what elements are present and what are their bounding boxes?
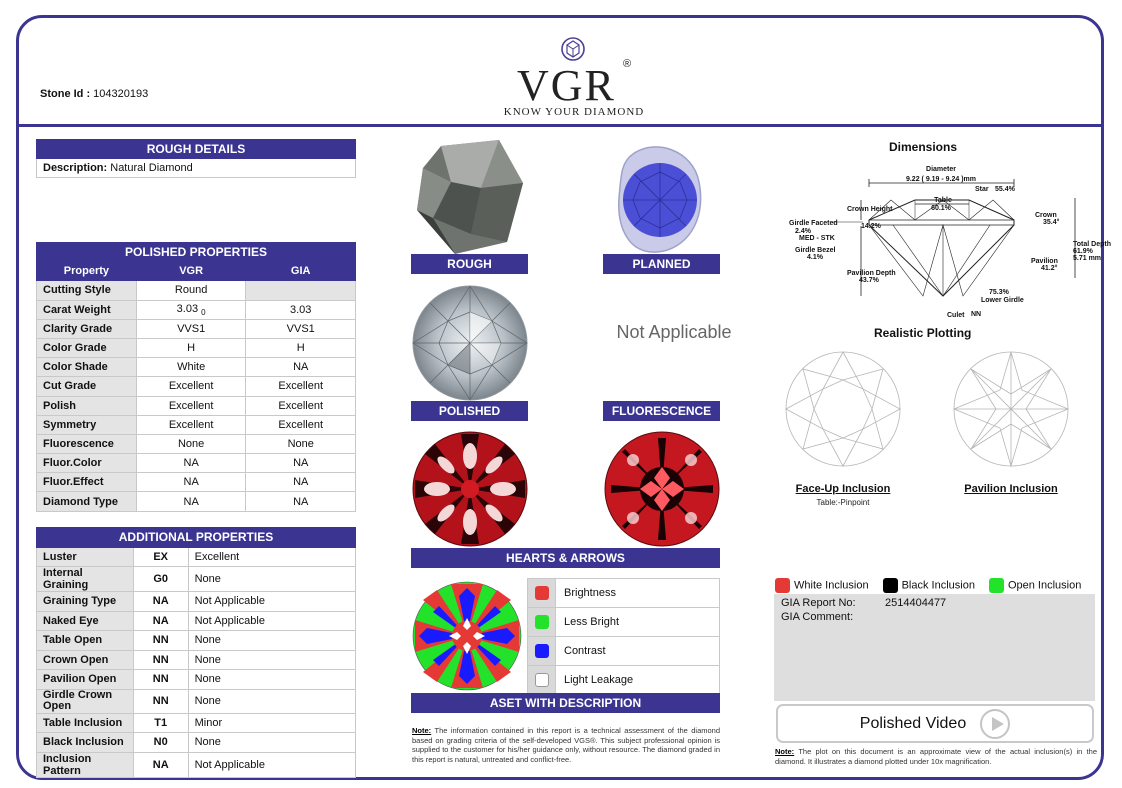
row-code: NN [133, 670, 188, 690]
dimensions-title: Dimensions [889, 140, 958, 154]
total-depth-value: 61.9% [1073, 248, 1093, 255]
planned-label: PLANNED [603, 254, 720, 274]
gia-value: None [246, 434, 356, 453]
polished-label: POLISHED [411, 401, 528, 421]
black-inclusion-swatch [883, 578, 898, 593]
brightness-swatch [535, 586, 549, 600]
table-row [37, 733, 356, 753]
girdle-bezel-label: Girdle Bezel [795, 247, 836, 254]
culet-label: Culet [947, 312, 965, 319]
row-value: Excellent [188, 547, 355, 567]
realistic-plotting-title: Realistic Plotting [874, 326, 972, 340]
row-label: Cutting Style [37, 281, 137, 300]
rough-description-value: Natural Diamond [110, 162, 193, 175]
vgr-value: H [136, 338, 246, 357]
girdle-faceted-label: Girdle Faceted [789, 220, 838, 227]
row-label: Internal Graining [37, 567, 134, 592]
legend-label: Open Inclusion [1007, 579, 1082, 592]
row-value: Minor [188, 713, 355, 733]
legend-item [883, 578, 975, 593]
girdle-bezel-value: 4.1% [807, 254, 823, 261]
rough-label: ROUGH [411, 254, 528, 274]
table-row [37, 689, 356, 713]
crown-height-label: Crown Height [847, 206, 893, 213]
row-value: None [188, 689, 355, 713]
pavilion-plot [952, 350, 1070, 468]
row-value: None [188, 733, 355, 753]
vgr-value: None [136, 434, 246, 453]
row-label: Crown Open [37, 650, 134, 670]
row-code: G0 [133, 567, 188, 592]
gia-value [246, 281, 356, 300]
col-header-vgr: VGR [136, 262, 246, 281]
gia-value: VVS1 [246, 319, 356, 338]
gia-report-row [781, 596, 1088, 610]
face-up-plot [784, 350, 902, 468]
row-label: Table Inclusion [37, 713, 134, 733]
table-row [37, 281, 356, 300]
diamond-logo-icon [560, 36, 586, 62]
legend-label: Less Bright [556, 608, 720, 637]
row-value: Not Applicable [188, 611, 355, 631]
logo-text: VGR [517, 61, 616, 110]
crown-label: Crown [1035, 212, 1057, 219]
gia-info-box [774, 594, 1095, 701]
logo-tagline: KNOW YOUR DIAMOND [503, 106, 645, 118]
table-row [37, 650, 356, 670]
col-header-gia: GIA [246, 262, 356, 281]
legend-item [528, 608, 720, 637]
row-label: Girdle Crown Open [37, 689, 134, 713]
row-code: T1 [133, 713, 188, 733]
stone-id [40, 88, 148, 100]
gia-report-value: 2514404477 [885, 597, 947, 609]
legend-item [528, 579, 720, 608]
legend-label: Brightness [556, 579, 720, 608]
row-code: NN [133, 631, 188, 651]
table-row [37, 377, 356, 396]
right-note [775, 747, 1097, 766]
table-row [37, 547, 356, 567]
row-code: NN [133, 689, 188, 713]
additional-properties-table [36, 527, 356, 778]
lower-girdle-label: Lower Girdle [981, 297, 1024, 304]
gia-value: NA [246, 492, 356, 511]
vgr-value: Excellent [136, 415, 246, 434]
legend-label: Light Leakage [556, 666, 720, 695]
crown-height-value: 14.2% [861, 223, 881, 230]
row-label: Fluor.Effect [37, 473, 137, 492]
row-value: Not Applicable [188, 592, 355, 612]
less-bright-swatch [535, 615, 549, 629]
gia-value: Excellent [246, 415, 356, 434]
table-row [37, 631, 356, 651]
vgr-value: Excellent [136, 377, 246, 396]
vgr-value [136, 300, 246, 319]
pavilion-label: Pavilion [1031, 258, 1058, 265]
row-code: NN [133, 650, 188, 670]
table-row [37, 415, 356, 434]
star-label: Star [975, 186, 989, 193]
polished-diamond-image [411, 284, 529, 402]
table-value: 60.1% [931, 205, 951, 212]
row-code: NA [133, 592, 188, 612]
planned-diamond-image [615, 142, 705, 254]
pavilion-value: 41.2° [1041, 265, 1058, 272]
row-label: Symmetry [37, 415, 137, 434]
vgr-value: Excellent [136, 396, 246, 415]
girdle-faceted-value: 2.4% [795, 228, 811, 235]
gia-value: Excellent [246, 377, 356, 396]
right-note-text: The plot on this document is an approximate view of the actual inclusion(s) in the diamond. It illustrates a diamond plotted under 10x magnification. [775, 747, 1097, 766]
row-label: Table Open [37, 631, 134, 651]
legend-item [775, 578, 869, 593]
table-row [37, 396, 356, 415]
row-label: Naked Eye [37, 611, 134, 631]
carat-value: 3.03 [176, 302, 199, 315]
row-code: N0 [133, 733, 188, 753]
row-label: Fluorescence [37, 434, 137, 453]
table-row [37, 611, 356, 631]
row-value: None [188, 650, 355, 670]
crown-value: 35.4° [1043, 219, 1060, 226]
rough-details-title: ROUGH DETAILS [37, 140, 356, 159]
col-header-property: Property [37, 262, 137, 281]
arrows-image [603, 430, 721, 548]
right-note-label: Note: [775, 747, 795, 756]
report-frame [16, 15, 1111, 780]
row-label: Clarity Grade [37, 319, 137, 338]
pavilion-inclusion-label: Pavilion Inclusion [964, 483, 1058, 495]
gia-value: NA [246, 454, 356, 473]
fluorescence-label: FLUORESCENCE [603, 401, 720, 421]
total-depth-label: Total Depth [1073, 241, 1111, 248]
table-row [37, 454, 356, 473]
rough-description [37, 159, 356, 178]
left-note-label: Note: [412, 726, 432, 735]
dimensions-diagram [773, 156, 1111, 319]
fluorescence-not-applicable: Not Applicable [616, 322, 732, 342]
diameter-value: 9.22 ( 9.19 - 9.24 )mm [905, 176, 977, 183]
aset-image [411, 578, 523, 694]
vgr-logo [499, 34, 649, 122]
light-leakage-swatch [535, 673, 549, 687]
vgr-value: NA [136, 454, 246, 473]
rough-details-table [36, 139, 356, 178]
left-note-text: The information contained in this report is a technical assessment of the diamond based on grading criteria of the self-developed VGS®. This subject professional opinion is supplied to the customer for his/her guidance only, without resource. The diamond graded in this report is natural, untreated and conflict-free. [412, 726, 721, 764]
vgr-value: NA [136, 492, 246, 511]
table-row [37, 338, 356, 357]
row-code: NA [133, 611, 188, 631]
face-up-inclusion-label: Face-Up Inclusion [795, 483, 891, 495]
legend-label: Contrast [556, 637, 720, 666]
row-label: Color Shade [37, 358, 137, 377]
legend-item [528, 637, 720, 666]
hearts-arrows-label: HEARTS & ARROWS [411, 548, 720, 568]
diameter-label: Diameter [926, 166, 956, 173]
row-label: Carat Weight [37, 300, 137, 319]
hearts-image [411, 430, 529, 548]
header-divider [19, 124, 1101, 127]
white-inclusion-swatch [775, 578, 790, 593]
row-label: Graining Type [37, 592, 134, 612]
face-up-inclusion-sub: Table:-Pinpoint [816, 498, 870, 507]
row-code: EX [133, 547, 188, 567]
legend-label: Black Inclusion [901, 579, 975, 592]
vgr-value: NA [136, 473, 246, 492]
row-label: Fluor.Color [37, 454, 137, 473]
polished-video-label: Polished Video [859, 714, 967, 732]
table-row [37, 358, 356, 377]
star-value: 55.4% [995, 186, 1015, 193]
row-label: Diamond Type [37, 492, 137, 511]
polished-properties-table [36, 242, 356, 512]
legend-item [528, 666, 720, 695]
row-label: Color Grade [37, 338, 137, 357]
rough-description-label: Description: [43, 162, 108, 175]
row-label: Inclusion Pattern [37, 752, 134, 777]
table-row [37, 492, 356, 511]
stone-id-value: 104320193 [93, 88, 149, 100]
gia-report-label: GIA Report No: [781, 597, 856, 609]
row-code: NA [133, 752, 188, 777]
legend-item [989, 578, 1081, 593]
row-value: None [188, 631, 355, 651]
row-label: Pavilion Open [37, 670, 134, 690]
gia-comment-label: GIA Comment: [781, 611, 854, 623]
open-inclusion-swatch [989, 578, 1004, 593]
gia-value: NA [246, 473, 356, 492]
play-icon [980, 709, 1010, 739]
girdle-grade: MED - STK [799, 235, 835, 242]
row-value: Not Applicable [188, 752, 355, 777]
rough-diamond-image [411, 138, 529, 256]
stone-id-label: Stone Id : [40, 88, 91, 100]
vgr-value: White [136, 358, 246, 377]
aset-label: ASET WITH DESCRIPTION [411, 693, 720, 713]
row-label: Luster [37, 547, 134, 567]
pavilion-depth-value: 43.7% [859, 277, 879, 284]
row-value: None [188, 567, 355, 592]
gia-value: H [246, 338, 356, 357]
left-note [412, 726, 720, 764]
carat-subscript: 0 [201, 307, 206, 317]
gia-value: Excellent [246, 396, 356, 415]
logo-registered: ® [623, 58, 632, 70]
table-row [37, 300, 356, 319]
aset-legend [527, 578, 720, 695]
culet-value: NN [971, 311, 982, 318]
vgr-value: Round [136, 281, 246, 300]
contrast-swatch [535, 644, 549, 658]
total-depth-mm: 5.71 mm [1073, 255, 1102, 262]
pavilion-depth-label: Pavilion Depth [847, 270, 896, 277]
gia-value: 3.03 [246, 300, 356, 319]
gia-value: NA [246, 358, 356, 377]
polished-video-button[interactable] [776, 704, 1094, 743]
table-row [37, 473, 356, 492]
additional-properties-title: ADDITIONAL PROPERTIES [37, 528, 356, 548]
table-row [37, 434, 356, 453]
table-row [37, 752, 356, 777]
legend-label: White Inclusion [794, 579, 869, 592]
table-row [37, 713, 356, 733]
table-label: Table [934, 197, 952, 204]
table-row [37, 592, 356, 612]
table-row [37, 670, 356, 690]
row-label: Black Inclusion [37, 733, 134, 753]
row-value: None [188, 670, 355, 690]
lower-girdle-value: 75.3% [989, 289, 1009, 296]
polished-properties-title: POLISHED PROPERTIES [37, 243, 356, 262]
row-label: Cut Grade [37, 377, 137, 396]
vgr-value: VVS1 [136, 319, 246, 338]
gia-comment-row [781, 610, 1088, 624]
row-label: Polish [37, 396, 137, 415]
table-row [37, 319, 356, 338]
table-row [37, 567, 356, 592]
inclusion-legend [775, 578, 1081, 593]
